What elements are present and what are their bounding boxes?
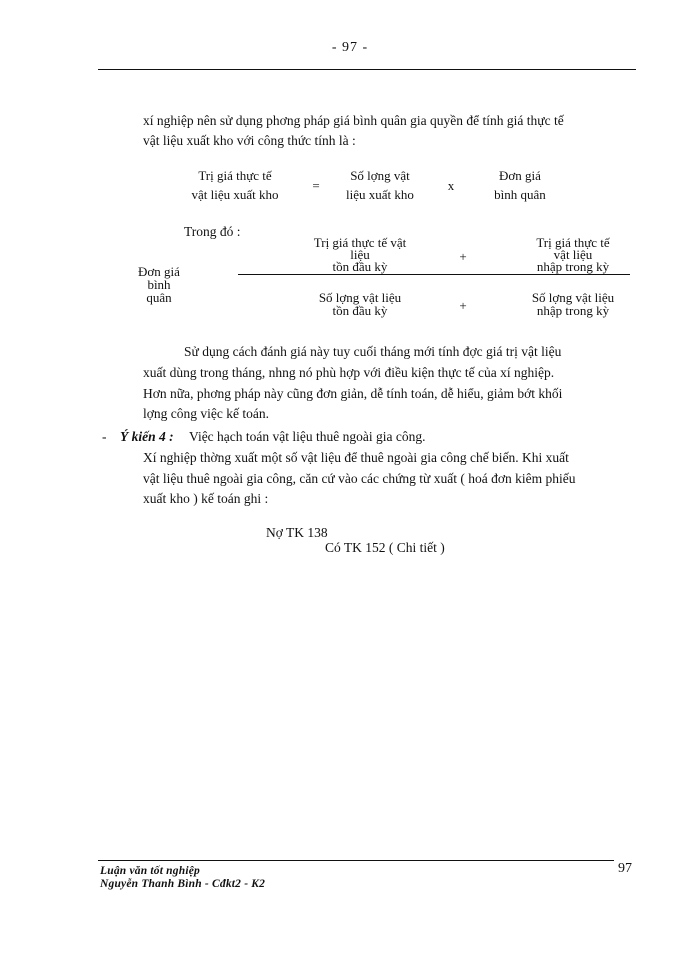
formula2-fraction-bar xyxy=(238,274,630,275)
formula1-lhs-line-2: vật liệu xuất kho xyxy=(191,187,279,202)
intro-line-1: xí nghiệp nên sử dụng phơng pháp giá bình quân gia quyền để tính giá thực tế xyxy=(143,113,564,128)
formula2-numerator-right-line-2: vật liệu xyxy=(553,247,593,262)
paragraph2-line-1: Sử dụng cách đánh giá này tuy cuối tháng mới tính đợc giá trị vật liệu xyxy=(184,344,562,359)
paragraph2-line-4: lợng công việc kế toán. xyxy=(143,406,269,421)
header-rule xyxy=(98,69,636,70)
formula2-numerator-right-line-3: nhập trong kỳ xyxy=(536,259,610,274)
formula2-plus-bottom: + xyxy=(459,298,467,313)
formula2-numerator-left-line-1: Trị giá thực tế vật xyxy=(313,235,407,250)
entry-debit: Nợ TK 138 xyxy=(266,525,328,540)
footer-page-number: 97 xyxy=(618,861,632,876)
footer-thesis-label: Luận văn tốt nghiệp xyxy=(100,865,200,877)
entry-credit: Có TK 152 ( Chi tiết ) xyxy=(325,540,445,555)
formula2-lhs-line-2: bình xyxy=(147,277,171,292)
paragraph2-line-3: Hơn nữa, phơng pháp này cũng đơn giản, dễ tính toán, dễ hiểu, giảm bớt khối xyxy=(143,386,563,401)
page-top-marker: - 97 - xyxy=(331,40,369,55)
formula1-quantity-line-2: liệu xuất kho xyxy=(346,187,414,202)
opinion4-line-2: vật liệu thuê ngoài gia công, căn cứ vào các chứng từ xuất ( hoá đơn kiêm phiếu xyxy=(143,471,576,486)
formula2-denominator-right-line-1: Số lợng vật liệu xyxy=(531,290,615,305)
opinion4-label: Ý kiến 4 : xyxy=(120,429,174,444)
formula1-unit-price-line-2: bình quân xyxy=(494,187,546,202)
formula2-lhs-line-3: quân xyxy=(146,290,172,305)
intro-line-2: vật liệu xuất kho với công thức tính là : xyxy=(143,133,356,148)
formula2-lhs-line-1: Đơn giá xyxy=(138,264,180,279)
opinion4-title: Việc hạch toán vật liệu thuê ngoài gia công. xyxy=(189,429,426,444)
paragraph2-line-2: xuất dùng trong tháng, nhng nó phù hợp với điều kiện thực tế của xí nghiệp. xyxy=(143,365,555,380)
formula1-unit-price-line-1: Đơn giá xyxy=(499,168,541,183)
footer-author: Nguyễn Thanh Bình - Cđkt2 - K2 xyxy=(100,878,266,890)
formula2-denominator-left-line-2: tồn đầu kỳ xyxy=(332,303,388,318)
opinion4-line-1: Xí nghiệp thờng xuất một số vật liệu để thuê ngoài gia công chế biến. Khi xuất xyxy=(143,450,569,465)
opinion4-bullet: - xyxy=(102,429,107,444)
opinion4-line-3: xuất kho ) kế toán ghi : xyxy=(143,491,269,506)
formula2-numerator-right-line-1: Trị giá thực tế xyxy=(536,235,610,250)
formula2-intro: Trong đó : xyxy=(184,224,241,239)
formula2-denominator-right-line-2: nhập trong kỳ xyxy=(536,303,610,318)
formula2-numerator-left-line-2: liệu xyxy=(350,247,370,262)
formula1-quantity-line-1: Số lợng vật xyxy=(350,168,410,183)
formula2-plus-top: + xyxy=(459,249,467,264)
formula1-equals-sign: = xyxy=(312,178,320,193)
formula2-numerator-left-line-3: tồn đầu kỳ xyxy=(332,259,388,274)
formula1-lhs-line-1: Trị giá thực tế xyxy=(198,168,272,183)
formula1-times-sign: x xyxy=(447,178,455,193)
footer-rule xyxy=(98,860,614,861)
formula2-denominator-left-line-1: Số lợng vật liệu xyxy=(318,290,402,305)
